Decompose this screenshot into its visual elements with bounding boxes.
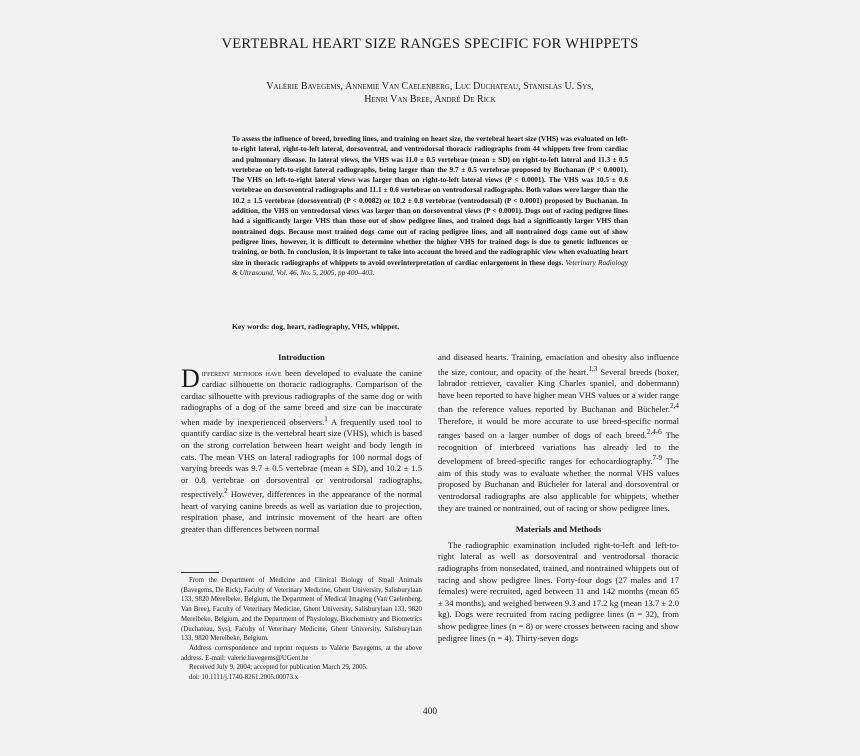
footnote-received: Received July 9, 2004; accepted for publication March 29, 2005. bbox=[189, 664, 368, 672]
introduction-paragraph bbox=[181, 363, 423, 536]
introduction-heading: Introduction bbox=[278, 352, 325, 362]
footnote-correspondence: Address correspondence and reprint requests to Valérie Bavegems, at the above address. E-mail: valerie.bavegems@UGent.be bbox=[181, 644, 422, 662]
journal-citation: Veterinary Radiology & Ultrasound, Vol. 46, No. 5, 2005, pp 400–403. bbox=[232, 257, 628, 277]
author-list bbox=[0, 80, 860, 106]
intro-right-text-4: The recognition of interbreed variations has already led to the development of breed-specific ranges for echocardiography. bbox=[438, 430, 679, 467]
footnote-doi: doi: 10.1111/j.1740-8261.2005.00073.x bbox=[189, 674, 299, 682]
right-column bbox=[438, 352, 679, 644]
lead-in: ifferent methods have bbox=[201, 367, 282, 378]
reference-marker: 7-9 bbox=[652, 454, 663, 463]
article-title: VERTEBRAL HEART SIZE RANGES SPECIFIC FOR WHIPPETS bbox=[221, 36, 639, 52]
drop-cap: D bbox=[181, 363, 200, 393]
author-line-1: Valérie Bavegems, Annemie Van Caelenberg, Luc Duchateau, Stanislas U. Sys, bbox=[266, 81, 594, 92]
author-line-2: Henri Van Bree, André De Rick bbox=[364, 94, 496, 105]
footnote-affiliation: From the Department of Medicine and Clinical Biology of Small Animals (Bavegems, De Rick), Faculty of Veterinary Medicine, Ghent University, Salisburylaan 133, 9820 Merelbeke, Belgium, the Department of Medical Imaging (Van Caelenberg, Van Bree), Faculty of Veterinary Medicine, Ghent University, Salisburylaan 133, 9820 Merelbeke, Belgium, and the Department of Physiology, Biochemistry and Biometrics (Duchateau, Sys), Faculty of Veterinary Medicine, Ghent University, Salisburylaan 133, 9820 Merelbeke, Belgium. bbox=[181, 577, 422, 643]
intro-right-text-2: Several breeds (boxer, labrador retriever, cavalier King Charles spaniel, and dobermann) have been reported to have higher mean VHS values or a wider range than the reference values reported by Buchanan and Bücheler. bbox=[438, 366, 679, 415]
introduction-continued bbox=[438, 352, 679, 514]
footnotes bbox=[181, 576, 422, 683]
reference-marker: 2 bbox=[224, 487, 228, 496]
reference-marker: 1,3 bbox=[588, 364, 598, 373]
keywords: Key words: dog, heart, radiography, VHS, whippet. bbox=[232, 322, 400, 331]
intro-text-2: A frequently used tool to quantify cardiac size is the vertebral heart size (VHS), which is based on the strong correlation between heart weight and body length in cats. The mean VHS on lateral radiographs for 100 normal dogs of varying breeds was 9.7 ± 0.5 vertebrae (mean ± SD), and 10.2 ± 1.5 or 0.8 vertebrae on dorsoventral or ventrodorsal radiographs, respectively. bbox=[181, 416, 423, 500]
intro-right-text-1: and diseased hearts. Training, emaciation and obesity also influence the size, contour, and opacity of the heart. bbox=[438, 352, 679, 377]
materials-methods-heading: Materials and Methods bbox=[515, 524, 602, 535]
intro-text-1: been developed to evaluate the canine cardiac silhouette on thoracic radiographs. Comparison of the cardiac silhouette with previous radiographs of the same dog or with radiographs of a dog of the same breed and size can be inaccurate when made by inexperienced observers. bbox=[181, 367, 422, 427]
abstract-text: To assess the influence of breed, breeding lines, and training on heart size, the vertebral heart size (VHS) was evaluated on left-to-right lateral, right-to-left lateral, dorsoventral, and ventrodorsal thoracic radiographs from 44 whippets free from cardiac and pulmonary disease. In lateral views, the VHS was 11.0 ± 0.5 vertebrae (mean ± SD) on right-to-left lateral and 11.3 ± 0.5 vertebrae on left-to-right lateral radiographs, being larger than the 9.7 ± 0.5 vertebrae proposed by Buchanan (P < 0.0001). The VHS on left-to-right lateral views was larger than on right-to-left lateral views (P < 0.0001). The VHS was 10.5 ± 0.6 vertebrae on dorsoventral radiographs and 11.1 ± 0.6 vertebrae on ventrodorsal radiographs. Both values were larger than the 10.2 ± 1.5 vertebrae (dorsoventral) (P < 0.0082) or 10.2 ± 0.8 vertebrae (ventrodorsal) (P < 0.0001) proposed by Buchanan. In addition, the VHS on ventrodorsal views was larger than on dorsoventral views (P < 0.0001). Dogs out of racing pedigree lines had a significantly larger VHS than those out of show pedigree lines, and trained dogs had a significantly larger VHS than nontrained dogs. Because most trained dogs came out of racing pedigree lines, and all nontrained dogs came out of show pedigree lines, however, it is difficult to determine whether the higher VHS for trained dogs is due to genetic influences or training, or both. In conclusion, it is important to take into account the breed and the radiographic view when evaluating heart size in thoracic radiographs of whippets to avoid overinterpretation of cardiac enlargement in these dogs. bbox=[232, 134, 628, 267]
left-column bbox=[181, 352, 422, 536]
intro-right-text-3: Therefore, it would be more accurate to use breed-specific normal ranges based on a larger number of dogs of each breed. bbox=[438, 415, 679, 441]
reference-marker: 1 bbox=[324, 414, 328, 423]
footnote-divider bbox=[181, 572, 219, 573]
materials-methods-paragraph: The radiographic examination included right-to-left and left-to-right lateral as well as dorsoventral and ventrodorsal thoracic radiographs from nonsedated, trained, and nontrained whippets out of racing and show pedigree lines. Forty-four dogs (27 males and 17 females) were recruited, aged between 11 and 142 months (mean 65 ± 34 months), and weighed between 9.3 and 17.2 kg (mean 13.7 ± 2.0 kg). Dogs were recruited from racing pedigree lines (n = 32), from show pedigree lines (n = 8) or were crosses between racing and show pedigree lines (n = 4). Thirty-seven dogs bbox=[438, 539, 679, 643]
abstract bbox=[232, 134, 628, 278]
intro-text-3: However, differences in the appearance of the normal heart of varying canine breeds as well as variation due to projection, respiration phase, and intrinsic movement of the heart are often greater than differences between normal bbox=[181, 489, 422, 535]
intro-right-text-5: The aim of this study was to evaluate whether the normal VHS values proposed by Buchanan and Bücheler for lateral and dorsoventral or ventrodorsal radiographs are also applicable for whippets, whether they are trained or nontrained, out of racing or show pedigree lines. bbox=[438, 456, 679, 513]
reference-marker: 2,4 bbox=[670, 402, 679, 411]
page-number: 400 bbox=[422, 707, 438, 717]
reference-marker: 2,4-6 bbox=[646, 428, 662, 437]
